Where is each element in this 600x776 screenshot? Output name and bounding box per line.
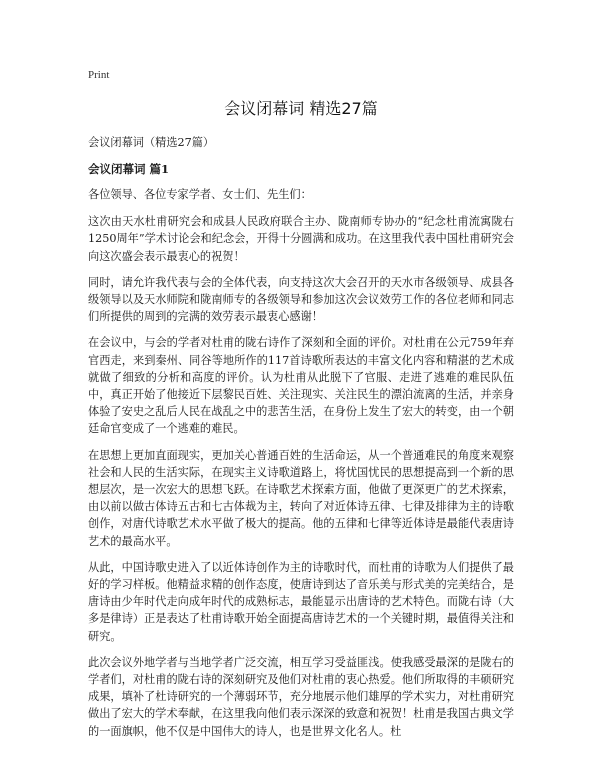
body-paragraph-1: 这次由天水杜甫研究会和成县人民政府联合主办、陇南师专协办的“纪念杜甫流寓陇右1250周年”学术讨论会和纪念会，开得十分圆满和成功。在这里我代表中国杜甫研究会向这次盛会表示最衷心的祝贺！ xyxy=(88,215,514,263)
body-paragraph-3: 在会议中，与会的学者对杜甫的陇右诗作了深刻和全面的评价。对杜甫在公元759年弃官西走，来到秦州、同谷等地所作的117首诗歌所表达的丰富文化内容和精湛的艺术成就做了细致的分析和高度的评价。认为杜甫从此脱下了官服、走进了逃难的难民队伍中，真正开始了他接近下层黎民百姓、关注现实、关注民生的漂泊流离的生活，并亲身体验了安史之乱后人民在战乱之中的悲苦生活，在身份上发生了宏大的转变，由一个朝廷命官变成了一个逃难的难民。 xyxy=(88,336,514,436)
section-heading: 会议闭幕词 篇1 xyxy=(88,162,170,176)
body-paragraph-4: 在思想上更加直面现实，更加关心普通百姓的生活命运，从一个普通难民的角度来观察社会和人民的生活实际，在现实主义诗歌道路上，将忧国忧民的思想提高到一个新的思想层次，是一次宏大的思想飞跃。在诗歌艺术探索方面，他做了更深更广的艺术探索，由以前以做古体诗五古和七古体裁为主，转向了对近体诗五律、七律及排律为主的诗歌创作，对唐代诗歌艺术水平做了极大的提高。他的五律和七律等近体诗是最能代表唐诗艺术的最高水平。 xyxy=(88,448,514,548)
document-page xyxy=(88,68,514,749)
greeting-paragraph: 各位领导、各位专家学者、女士们、先生们： xyxy=(88,188,312,201)
document-subtitle: 会议闭幕词（精选27篇） xyxy=(88,136,215,149)
body-paragraph-6: 此次会议外地学者与当地学者广泛交流，相互学习受益匪浅。使我感受最深的是陇右的学者们，对杜甫的陇右诗的深刻研究及他们对杜甫的衷心热爱。他们所取得的丰硕研究成果，填补了杜诗研究的一个薄弱环节，充分地展示他们雄厚的学术实力，对杜甫研究做出了宏大的学术奉献，在这里我向他们表示深深的致意和祝贺！杜甫是我国古典文学的一面旗帜，他不仅是中国伟大的诗人，也是世界文化名人。杜 xyxy=(88,655,514,738)
body-paragraph-2: 同时，请允许我代表与会的全体代表，向支持这次大会召开的天水市各级领导、成县各级领导以及天水师院和陇南师专的各级领导和参加这次会议效劳工作的各位老师和同志们所提供的周到的完满的效劳表示最衷心感谢！ xyxy=(88,275,514,324)
body-paragraph-5: 从此，中国诗歌史进入了以近体诗创作为主的诗歌时代，而杜甫的诗歌为人们提供了最好的学习样板。他精益求精的创作态度，使唐诗到达了音乐美与形式美的完美结合，是唐诗由少年时代走向成年时代的成熟标志，最能显示出唐诗的艺术特色。而陇右诗（大多是律诗）正是表达了杜甫诗歌开始全面提高唐诗艺术的一个关键时期，最值得关注和研究。 xyxy=(88,560,514,643)
document-title: 会议闭幕词 精选27篇 xyxy=(224,99,378,118)
print-label[interactable]: Print xyxy=(88,69,110,81)
